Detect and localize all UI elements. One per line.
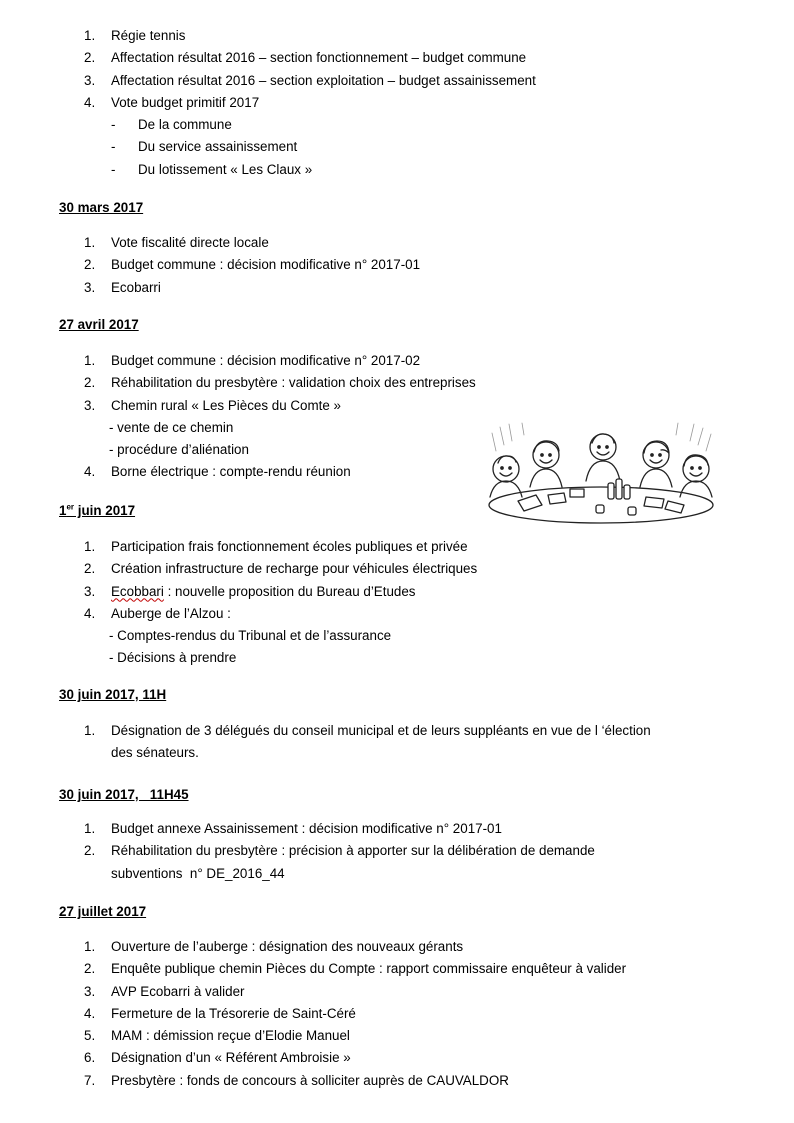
date-superscript: er	[66, 502, 75, 512]
list-item	[0, 581, 794, 603]
item-number: 3.	[84, 583, 96, 599]
list-item	[0, 1025, 794, 1047]
item-text: - procédure d’aliénation	[109, 442, 249, 458]
sub-list-item	[0, 114, 794, 136]
item-number: 3.	[84, 397, 96, 413]
item-text: Vote fiscalité directe locale	[111, 235, 269, 250]
meeting-illustration	[478, 421, 724, 525]
item-number: 4.	[84, 605, 96, 621]
item-text: AVP Ecobarri à valider	[111, 983, 245, 999]
item-number: 4.	[84, 464, 96, 480]
list-item	[0, 603, 794, 625]
item-text: De la commune	[138, 117, 232, 133]
item-number: 7.	[84, 1072, 96, 1088]
list-item	[0, 558, 794, 580]
sub-list-item	[0, 159, 794, 181]
meeting-people-icon	[478, 421, 724, 525]
item-text: Borne électrique : compte-rendu réunion	[111, 464, 351, 480]
item-text: Affectation résultat 2016 – section fonctionnement – budget commune	[111, 50, 527, 66]
item-text: Création infrastructure de recharge pour véhicules électriques	[111, 561, 478, 577]
list-item	[0, 536, 794, 558]
item-number: 5.	[84, 1028, 96, 1044]
item-text: des sénateurs.	[111, 745, 199, 761]
item-text: subventions n° DE_2016_44	[111, 865, 285, 881]
item-number: 1.	[84, 539, 96, 554]
section-date-heading: 27 juillet 2017	[59, 904, 147, 919]
sub-list-item	[0, 625, 794, 647]
section-date-heading	[59, 500, 135, 522]
item-text: Régie tennis	[111, 28, 186, 43]
item-text: Vote budget primitif 2017	[111, 94, 260, 110]
list-item	[0, 720, 794, 742]
item-text: Budget annexe Assainissement : décision modificative n° 2017-01	[111, 821, 502, 836]
sub-list-item	[0, 136, 794, 158]
list-item	[0, 232, 794, 254]
list-item	[0, 372, 794, 394]
item-text: Désignation de 3 délégués du conseil municipal et de leurs suppléants en vue de l ‘élection	[111, 723, 651, 738]
misspelled-word: Ecobbari	[111, 583, 164, 599]
item-number: 1.	[84, 235, 96, 250]
item-dash: -	[111, 139, 116, 155]
item-text: Réhabilitation du presbytère : précision à apporter sur la délibération de demande	[111, 843, 595, 859]
item-text: Chemin rural « Les Pièces du Comte »	[111, 397, 341, 413]
item-number: 4.	[84, 94, 96, 110]
section-date-heading: 30 juin 2017, 11H	[59, 687, 167, 702]
item-number: 6.	[84, 1050, 96, 1066]
item-text: Budget commune : décision modificative n° 2017-02	[111, 353, 421, 368]
item-number: 4.	[84, 1005, 96, 1021]
item-text: Du service assainissement	[138, 139, 298, 155]
list-item	[0, 92, 794, 114]
section-list	[0, 818, 794, 885]
item-number: 2.	[84, 961, 96, 977]
item-text: Enquête publique chemin Pièces du Compte : rapport commissaire enquêteur à valider	[111, 961, 627, 977]
item-text: MAM : démission reçue d’Elodie Manuel	[111, 1028, 350, 1044]
section-date-heading: 30 mars 2017	[59, 200, 144, 215]
item-text: - Comptes-rendus du Tribunal et de l’assurance	[109, 628, 392, 644]
list-item	[0, 47, 794, 69]
section-list	[0, 536, 794, 670]
date-suffix: juin 2017	[74, 503, 136, 518]
item-number: 2.	[84, 257, 96, 273]
item-number: 2.	[84, 843, 96, 859]
list-item	[0, 1003, 794, 1025]
item-text: Affectation résultat 2016 – section exploitation – budget assainissement	[111, 72, 536, 88]
sub-list-item	[0, 647, 794, 669]
item-number: 3.	[84, 72, 96, 88]
list-item	[0, 818, 794, 840]
item-number: 1.	[84, 723, 96, 738]
list-item	[0, 981, 794, 1003]
list-item	[0, 840, 794, 862]
section-list	[0, 720, 794, 765]
item-text: Désignation d’un « Référent Ambroisie »	[111, 1050, 351, 1066]
list-item	[0, 350, 794, 372]
item-number: 1.	[84, 353, 96, 368]
item-text: Presbytère : fonds de concours à solliciter auprès de CAUVALDOR	[111, 1072, 509, 1088]
item-text	[111, 581, 415, 603]
item-text: Réhabilitation du presbytère : validation choix des entreprises	[111, 375, 476, 391]
item-dash: -	[111, 117, 116, 133]
item-number: 2.	[84, 561, 96, 577]
item-number: 2.	[84, 375, 96, 391]
item-number: 1.	[84, 28, 96, 43]
list-item	[0, 395, 794, 417]
list-item	[0, 936, 794, 958]
list-item	[0, 958, 794, 980]
list-item	[0, 277, 794, 299]
list-item	[0, 25, 794, 47]
item-text-rest: : nouvelle proposition du Bureau d’Etudes	[163, 583, 416, 599]
item-number: 1.	[84, 939, 96, 954]
item-number: 3.	[84, 279, 96, 295]
item-text: Auberge de l’Alzou :	[111, 605, 231, 621]
item-number: 2.	[84, 50, 96, 66]
list-item	[0, 254, 794, 276]
section-date-heading: 30 juin 2017, 11H45	[59, 787, 189, 802]
item-text: Du lotissement « Les Claux »	[138, 161, 313, 177]
item-number: 1.	[84, 821, 96, 836]
item-text: Ecobarri	[111, 279, 161, 295]
item-text: Budget commune : décision modificative n° 2017-01	[111, 257, 421, 273]
section-date-heading: 27 avril 2017	[59, 317, 139, 332]
item-dash: -	[111, 161, 116, 177]
item-text: - Décisions à prendre	[109, 650, 237, 666]
item-text: Participation frais fonctionnement écoles publiques et privée	[111, 539, 468, 554]
section-list	[0, 936, 794, 1092]
list-item	[0, 1070, 794, 1092]
item-number: 3.	[84, 983, 96, 999]
list-item	[0, 70, 794, 92]
item-text: Fermeture de la Trésorerie de Saint-Céré	[111, 1005, 356, 1021]
section-list	[0, 232, 794, 299]
date-prefix: 1	[59, 503, 67, 518]
intro-list	[0, 25, 794, 181]
item-text: Ouverture de l’auberge : désignation des nouveaux gérants	[111, 939, 464, 954]
list-item-continuation	[0, 863, 794, 885]
item-text: - vente de ce chemin	[109, 419, 234, 435]
list-item-continuation	[0, 742, 794, 764]
list-item	[0, 1047, 794, 1069]
